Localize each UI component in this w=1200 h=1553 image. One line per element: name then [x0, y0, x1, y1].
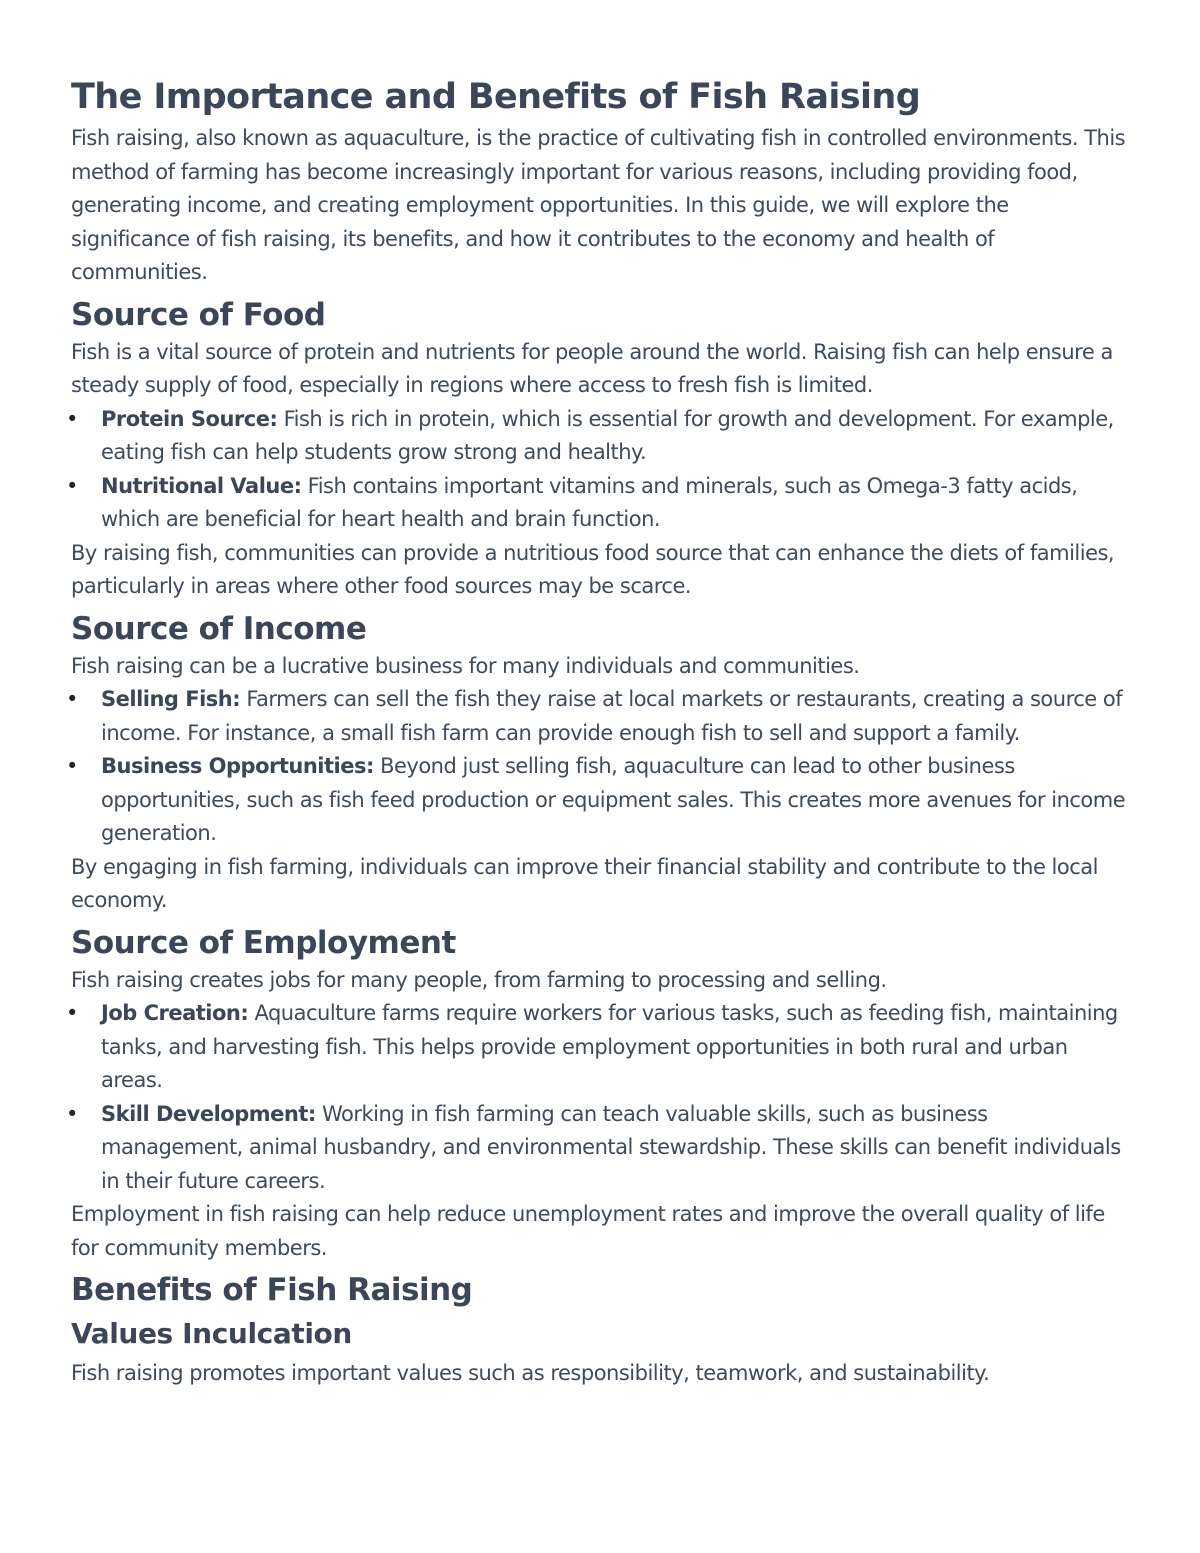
bullet-icon: • — [66, 754, 78, 778]
section-heading-food: Source of Food — [71, 296, 326, 333]
list-item-text: Beyond just selling fish, aquaculture can lead to other business opportunities, such as fish feed production or equipment sales. This creates more avenues for income generation. — [101, 754, 1126, 845]
list-item-term: Job Creation: — [101, 1001, 249, 1025]
bullet-icon: • — [66, 406, 78, 431]
values-paragraph: Fish raising promotes important values such as responsibility, teamwork, and sustainability. — [71, 1361, 990, 1385]
list-item-term: Skill Development: — [101, 1101, 316, 1126]
document-title: The Importance and Benefits of Fish Raising — [71, 77, 921, 117]
employment-bullet-list — [66, 997, 1133, 1198]
document-page — [66, 72, 1133, 1391]
income-lead-paragraph: Fish raising can be a lucrative business for many individuals and communities. — [71, 653, 860, 678]
list-item-text: Working in fish farming can teach valuable skills, such as business management, animal husbandry, and environmental stewardship. These skills can benefit individuals in their future careers. — [101, 1101, 1121, 1193]
bullet-icon: • — [66, 1101, 78, 1126]
list-item-term: Business Opportunities: — [101, 754, 374, 778]
list-item-text: Farmers can sell the fish they raise at local markets or restaurants, creating a source of income. For instance, a small fish farm can provide enough fish to sell and support a family. — [101, 687, 1123, 745]
list-item-text: Aquaculture farms require workers for various tasks, such as feeding fish, maintaining tanks, and harvesting fish. This helps provide employment opportunities in both rural and urban areas. — [101, 1001, 1118, 1092]
section-heading-benefits: Benefits of Fish Raising — [71, 1272, 473, 1308]
list-item — [66, 403, 1133, 470]
income-closing-paragraph: By engaging in fish farming, individuals can improve their financial stability and contribute to the local economy. — [71, 854, 1098, 912]
list-item — [66, 1098, 1133, 1199]
list-item — [66, 997, 1133, 1098]
food-bullet-list — [66, 403, 1133, 537]
list-item-text: Fish is rich in protein, which is essential for growth and development. For example, eating fish can help students grow strong and healthy. — [101, 406, 1114, 464]
section-heading-employment: Source of Employment — [71, 924, 456, 961]
list-item — [66, 683, 1133, 750]
bullet-icon: • — [66, 1001, 78, 1025]
employment-closing-paragraph: Employment in fish raising can help reduce unemployment rates and improve the overall quality of life for community members. — [71, 1202, 1105, 1260]
income-bullet-list — [66, 683, 1133, 851]
section-heading-income: Source of Income — [71, 610, 367, 647]
intro-paragraph: Fish raising, also known as aquaculture, is the practice of cultivating fish in controlled environments. This method of farming has become increasingly important for various reasons, including providing food, generating income, and creating employment opportunities. In this guide, we will explore the significance of fish raising, its benefits, and how it contributes to the economy and health of communities. — [71, 126, 1126, 284]
list-item — [66, 750, 1133, 851]
list-item-term: Protein Source: — [101, 406, 278, 431]
food-lead-paragraph: Fish is a vital source of protein and nutrients for people around the world. Raising fish can help ensure a steady supply of food, especially in regions where access to fresh fish is limited. — [71, 339, 1113, 397]
list-item-text: Fish contains important vitamins and minerals, such as Omega-3 fatty acids, which are beneficial for heart health and brain function. — [101, 473, 1078, 531]
subheading-values-inculcation: Values Inculcation — [71, 1317, 352, 1350]
bullet-icon: • — [66, 473, 78, 498]
food-closing-paragraph: By raising fish, communities can provide a nutritious food source that can enhance the diets of families, particularly in areas where other food sources may be scarce. — [71, 540, 1115, 598]
list-item-term: Nutritional Value: — [101, 473, 302, 498]
list-item — [66, 470, 1133, 537]
list-item-term: Selling Fish: — [101, 687, 241, 711]
bullet-icon: • — [66, 687, 78, 711]
employment-lead-paragraph: Fish raising creates jobs for many people, from farming to processing and selling. — [71, 967, 887, 992]
